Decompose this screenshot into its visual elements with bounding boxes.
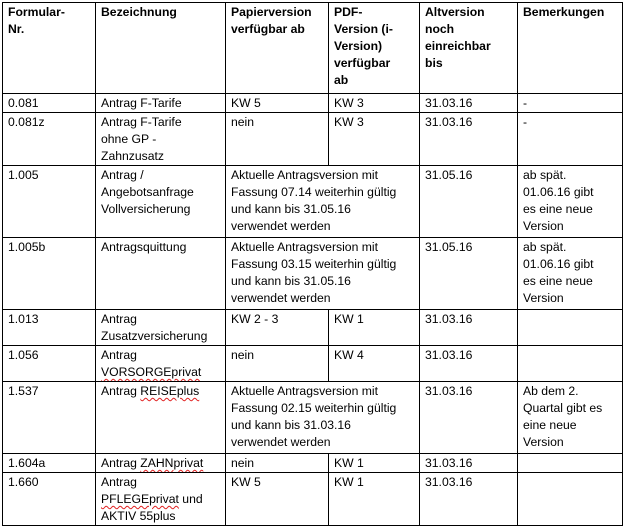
cell-bemerkungen: ab spät. 01.06.16 gibt es eine neue Version (518, 166, 623, 238)
cell-papierversion: KW 5 (226, 94, 329, 113)
header-altversion: Altversion noch einreichbar bis (420, 3, 518, 94)
cell-merged-availability: Aktuelle Antragsversion mit Fassung 03.15 weiterhin gültig und kann bis 31.05.16 verwendet werden (226, 238, 420, 310)
cell-formular-nr: 1.056 (3, 346, 96, 382)
cell-bemerkungen: Ab dem 2. Quartal gibt es eine neue Version (518, 382, 623, 454)
form-version-table (2, 2, 623, 526)
cell-papierversion: nein (226, 113, 329, 166)
cell-merged-availability: Aktuelle Antragsversion mit Fassung 02.15 weiterhin gültig und kann bis 31.03.16 verwendet werden (226, 382, 420, 454)
cell-papierversion: nein (226, 346, 329, 382)
cell-bezeichnung: Antrag REISEplus (96, 382, 226, 454)
cell-bezeichnung: Antrag / Angebotsanfrage Vollversicherung (96, 166, 226, 238)
cell-altversion: 31.03.16 (420, 346, 518, 382)
header-row (3, 3, 623, 94)
cell-formular-nr: 0.081z (3, 113, 96, 166)
cell-pdf-version: KW 3 (329, 113, 420, 166)
cell-pdf-version: KW 3 (329, 94, 420, 113)
table-row (3, 473, 623, 526)
cell-altversion: 31.05.16 (420, 238, 518, 310)
cell-altversion: 31.03.16 (420, 113, 518, 166)
cell-altversion: 31.03.16 (420, 382, 518, 454)
cell-pdf-version: KW 1 (329, 473, 420, 526)
cell-bemerkungen: - (518, 94, 623, 113)
table-row (3, 454, 623, 473)
cell-pdf-version: KW 1 (329, 310, 420, 346)
cell-bezeichnung: Antrag F-Tarife (96, 94, 226, 113)
cell-altversion: 31.05.16 (420, 166, 518, 238)
cell-bezeichnung: Antrag ZAHNprivat (96, 454, 226, 473)
spellcheck-word: PFLEGEprivat (101, 492, 179, 506)
cell-papierversion: nein (226, 454, 329, 473)
header-pdf-version: PDF- Version (i- Version) verfügbar ab (329, 3, 420, 94)
cell-bezeichnung: Antrag Zusatzversicherung (96, 310, 226, 346)
cell-altversion: 31.03.16 (420, 310, 518, 346)
header-papierversion: Papierversion verfügbar ab (226, 3, 329, 94)
cell-merged-availability: Aktuelle Antragsversion mit Fassung 07.14 weiterhin gültig und kann bis 31.05.16 verwendet werden (226, 166, 420, 238)
cell-formular-nr: 1.660 (3, 473, 96, 526)
cell-formular-nr: 1.013 (3, 310, 96, 346)
cell-bemerkungen: - (518, 113, 623, 166)
cell-papierversion: KW 2 - 3 (226, 310, 329, 346)
spellcheck-word: ZAHNprivat (140, 456, 204, 470)
spellcheck-word: VORSORGEprivat (101, 365, 202, 379)
header-bezeichnung: Bezeichnung (96, 3, 226, 94)
cell-formular-nr: 0.081 (3, 94, 96, 113)
table-row (3, 382, 623, 454)
cell-bemerkungen (518, 454, 623, 473)
table-row (3, 310, 623, 346)
table-row (3, 94, 623, 113)
header-bemerkungen: Bemerkungen (518, 3, 623, 94)
cell-formular-nr: 1.005 (3, 166, 96, 238)
cell-bezeichnung: Antrag F-Tarife ohne GP - Zahnzusatz (96, 113, 226, 166)
cell-pdf-version: KW 4 (329, 346, 420, 382)
cell-altversion: 31.03.16 (420, 94, 518, 113)
table-row (3, 166, 623, 238)
cell-bezeichnung: Antrag PFLEGEprivat und AKTIV 55plus (96, 473, 226, 526)
cell-bemerkungen (518, 346, 623, 382)
cell-altversion: 31.03.16 (420, 473, 518, 526)
cell-bemerkungen: ab spät. 01.06.16 gibt es eine neue Version (518, 238, 623, 310)
table-row (3, 238, 623, 310)
cell-bemerkungen (518, 473, 623, 526)
cell-formular-nr: 1.604a (3, 454, 96, 473)
cell-formular-nr: 1.537 (3, 382, 96, 454)
cell-pdf-version: KW 1 (329, 454, 420, 473)
cell-papierversion: KW 5 (226, 473, 329, 526)
cell-altversion: 31.03.16 (420, 454, 518, 473)
table-row (3, 346, 623, 382)
cell-bezeichnung: Antragsquittung (96, 238, 226, 310)
cell-bezeichnung: Antrag VORSORGEprivat (96, 346, 226, 382)
cell-bemerkungen (518, 310, 623, 346)
table-row (3, 113, 623, 166)
cell-formular-nr: 1.005b (3, 238, 96, 310)
header-formular-nr: Formular- Nr. (3, 3, 96, 94)
spellcheck-word: REISEplus (140, 384, 200, 398)
